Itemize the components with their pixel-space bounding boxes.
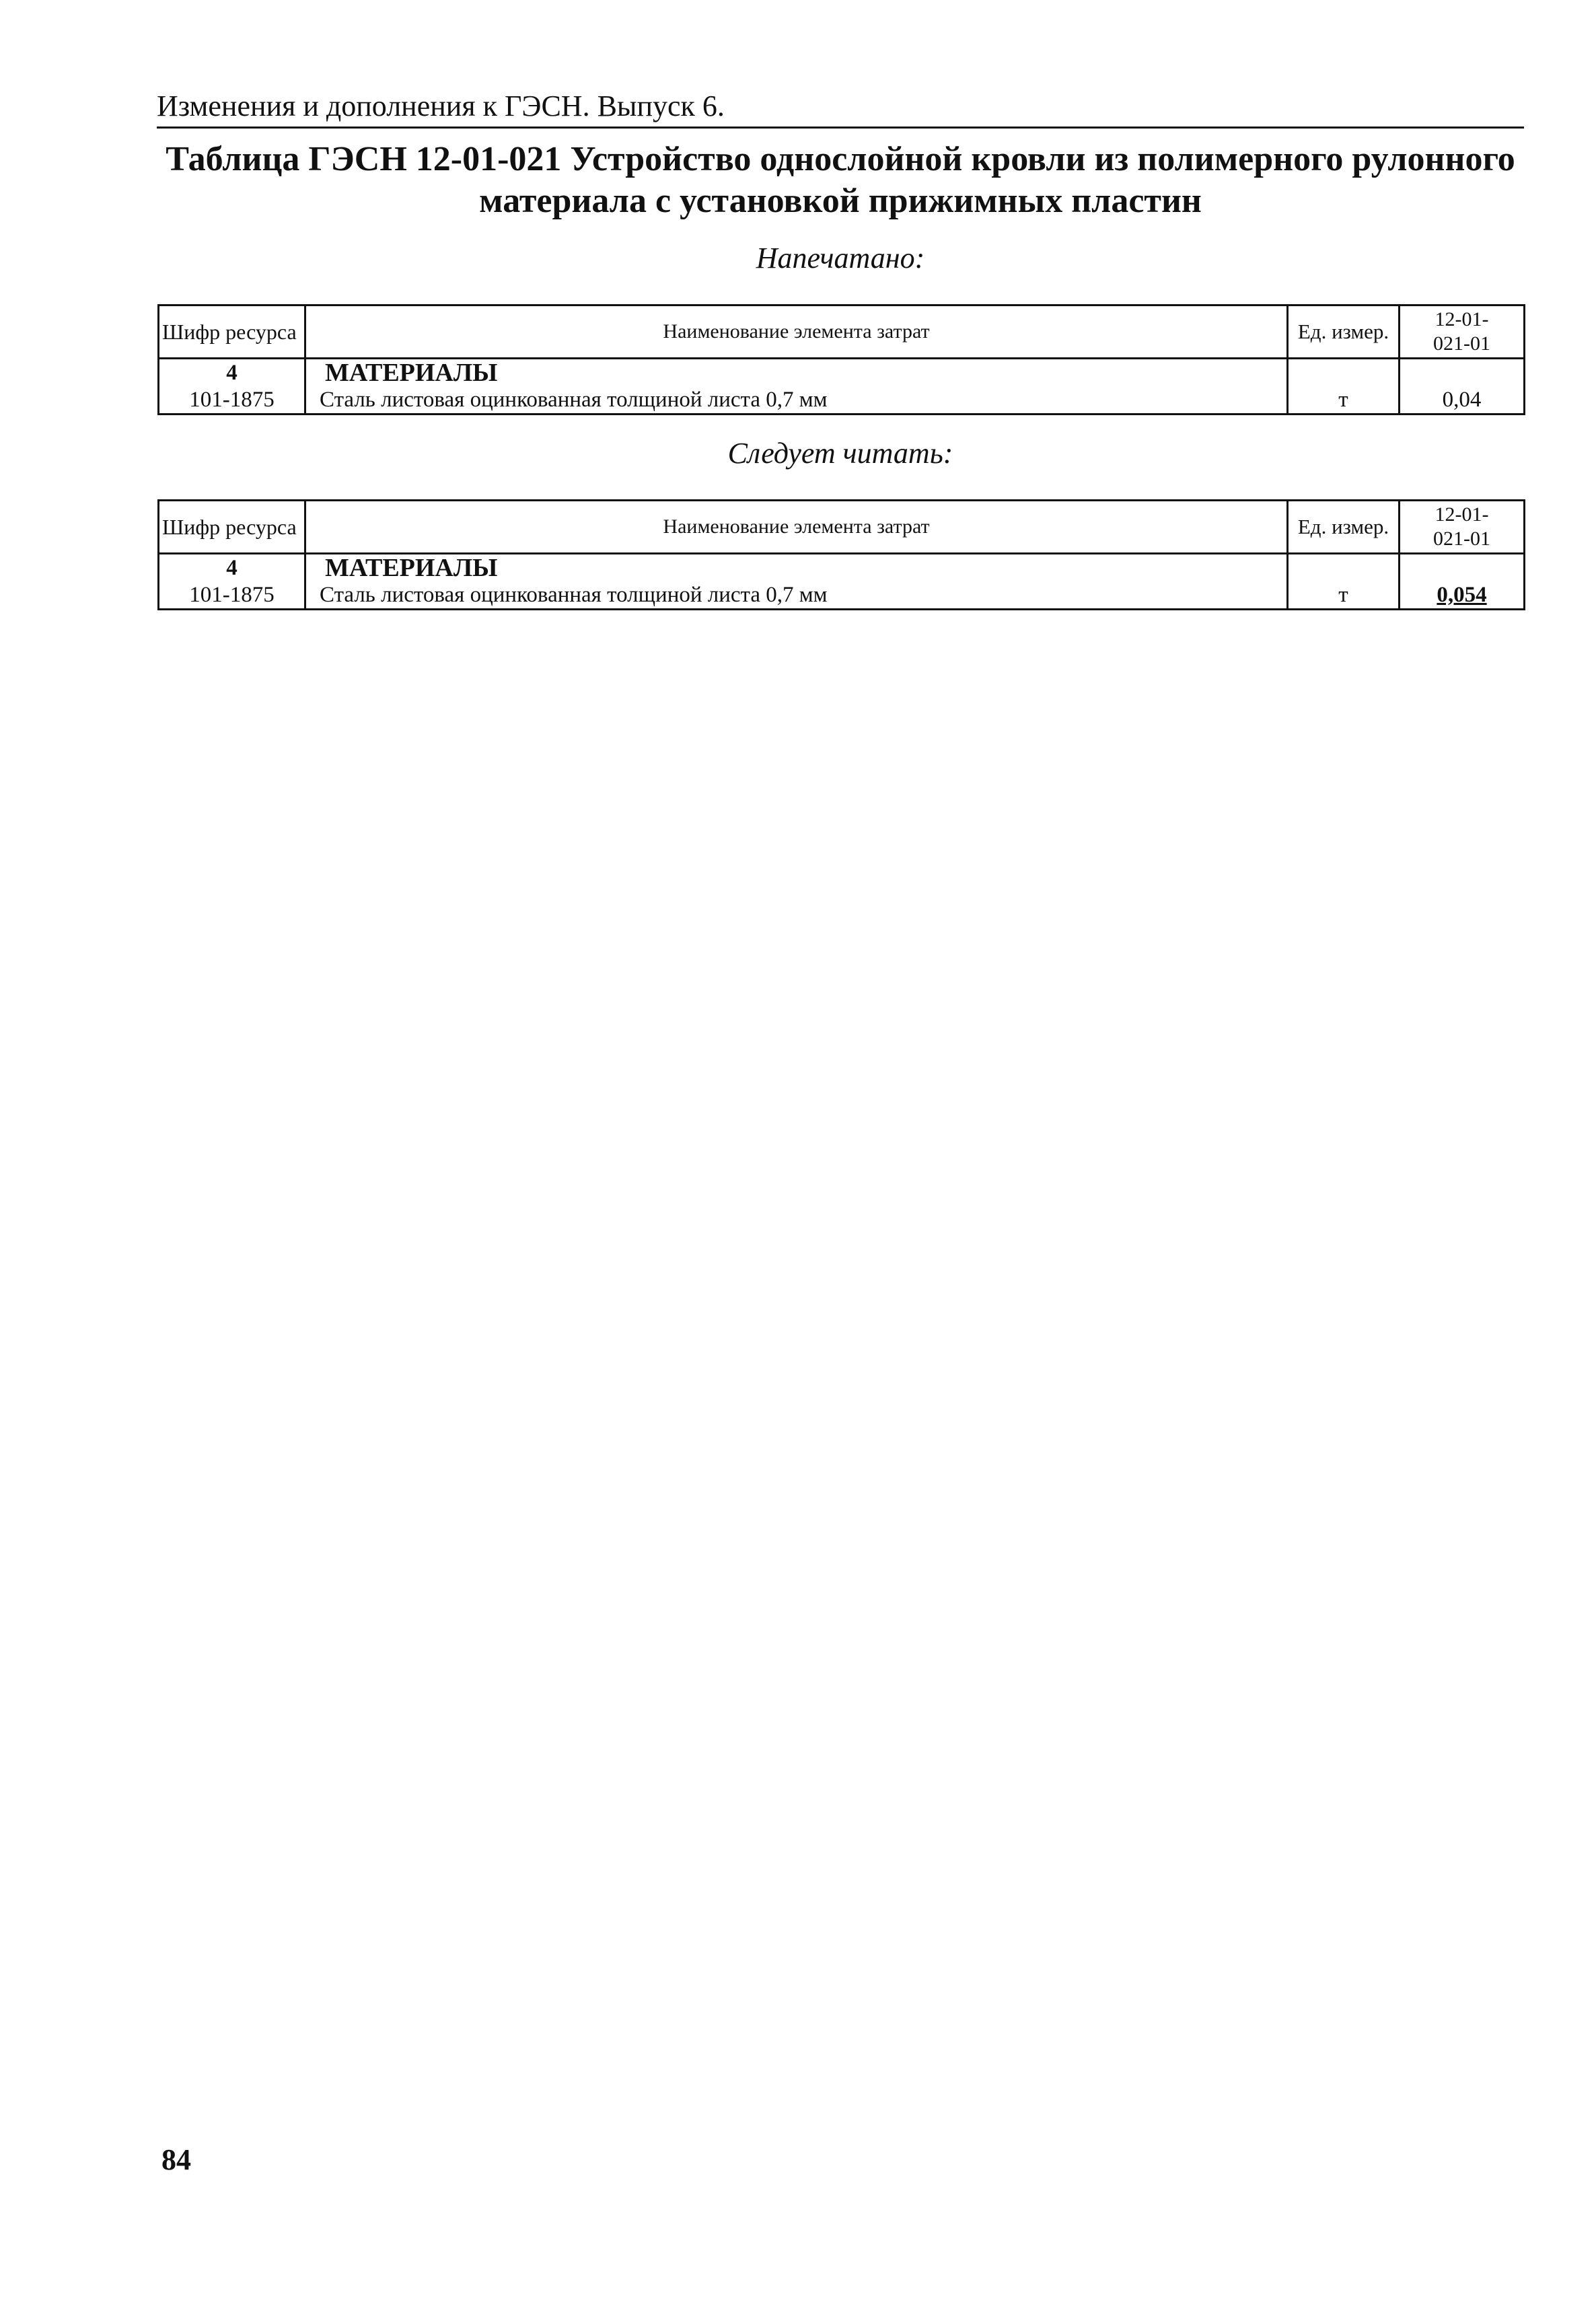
column-header-code: Шифр ресурса xyxy=(159,306,305,359)
header-divider xyxy=(157,127,1524,129)
column-header-name: Наименование элемента затрат xyxy=(305,306,1288,359)
resource-code: 4 xyxy=(159,359,305,387)
resource-code: 4 xyxy=(159,554,305,582)
table-title xyxy=(157,139,1524,222)
cost-element-name: Сталь листовая оцинкованная толщиной листа 0,7 мм xyxy=(305,386,1288,415)
column-header-code: Шифр ресурса xyxy=(159,501,305,554)
column-header-norm-line-1: 12-01- xyxy=(1435,503,1489,526)
table-title-line-2: материала с установкой прижимных пластин xyxy=(479,182,1202,220)
norm-value xyxy=(1400,554,1525,582)
column-header-unit: Ед. измер. xyxy=(1288,501,1400,554)
resource-code: 101-1875 xyxy=(159,386,305,415)
unit-cell: т xyxy=(1288,386,1400,415)
column-header-norm xyxy=(1400,306,1525,359)
column-header-norm-line-2: 021-01 xyxy=(1433,332,1490,355)
cost-element-name: МАТЕРИАЛЫ xyxy=(305,554,1288,582)
unit-cell: т xyxy=(1288,581,1400,610)
page-number: 84 xyxy=(161,2143,191,2176)
column-header-unit: Ед. измер. xyxy=(1288,306,1400,359)
cost-element-name: Сталь листовая оцинкованная толщиной листа 0,7 мм xyxy=(305,581,1288,610)
table-row xyxy=(159,554,1525,582)
unit-cell xyxy=(1288,554,1400,582)
corrected-table xyxy=(157,499,1525,610)
corrected-table-header xyxy=(159,501,1525,554)
printed-table xyxy=(157,304,1525,415)
printed-label: Напечатано: xyxy=(756,242,925,275)
table-row xyxy=(159,386,1525,415)
printed-table-header xyxy=(159,306,1525,359)
norm-value: 0,04 xyxy=(1400,386,1525,415)
norm-value xyxy=(1400,359,1525,387)
cost-element-name: МАТЕРИАЛЫ xyxy=(305,359,1288,387)
table-title-line-1: Таблица ГЭСН 12-01-021 Устройство однослойной кровли из полимерного рулонного xyxy=(166,140,1515,178)
table-row xyxy=(159,359,1525,387)
column-header-norm xyxy=(1400,501,1525,554)
column-header-name: Наименование элемента затрат xyxy=(305,501,1288,554)
column-header-norm-line-1: 12-01- xyxy=(1435,308,1489,330)
running-header: Изменения и дополнения к ГЭСН. Выпуск 6. xyxy=(157,89,725,122)
column-header-norm-line-2: 021-01 xyxy=(1433,528,1490,550)
table-row xyxy=(159,581,1525,610)
corrected-label: Следует читать: xyxy=(727,437,953,470)
resource-code: 101-1875 xyxy=(159,581,305,610)
norm-value-corrected: 0,054 xyxy=(1400,581,1525,610)
unit-cell xyxy=(1288,359,1400,387)
